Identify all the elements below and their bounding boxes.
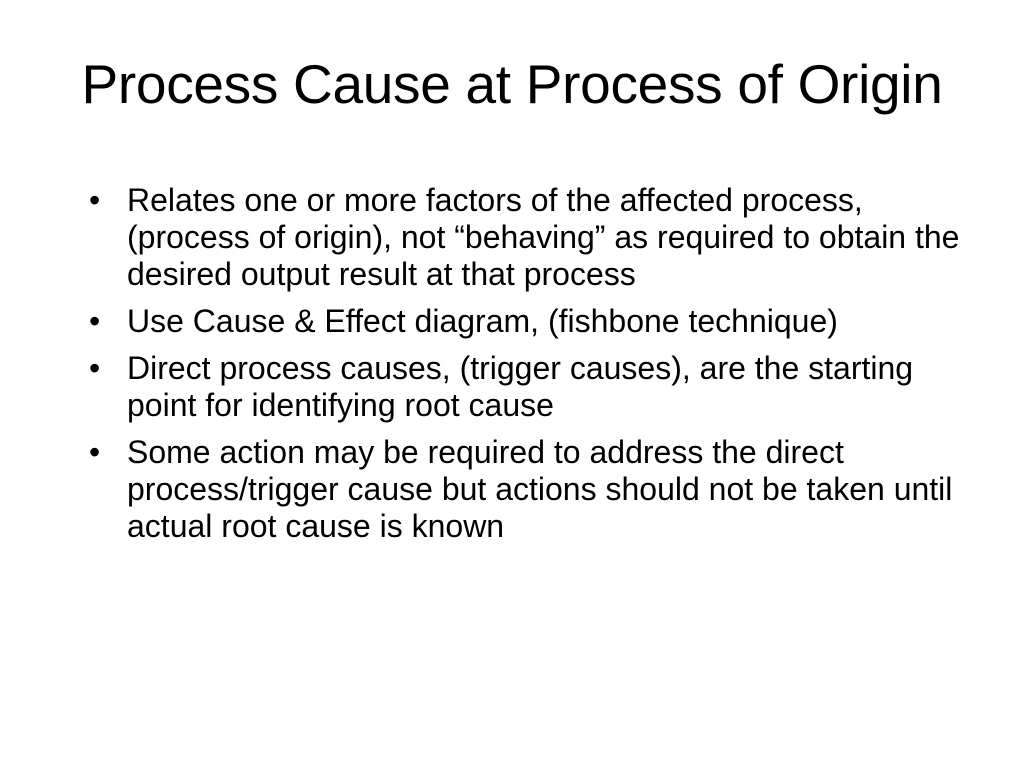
bullet-list [85,182,965,555]
bullet-item: • Relates one or more factors of the affected process, (process of origin), not “behaving” as required to obtain the desired output result at that process [85,182,965,293]
slide-title: Process Cause at Process of Origin [81,53,943,115]
bullet-item: • Some action may be required to address the direct process/trigger cause but actions should not be taken until actual root cause is known [85,434,965,545]
bullet-item: • Direct process causes, (trigger causes), are the starting point for identifying root cause [85,350,965,424]
bullet-item: • Use Cause & Effect diagram, (fishbone technique) [85,303,965,340]
